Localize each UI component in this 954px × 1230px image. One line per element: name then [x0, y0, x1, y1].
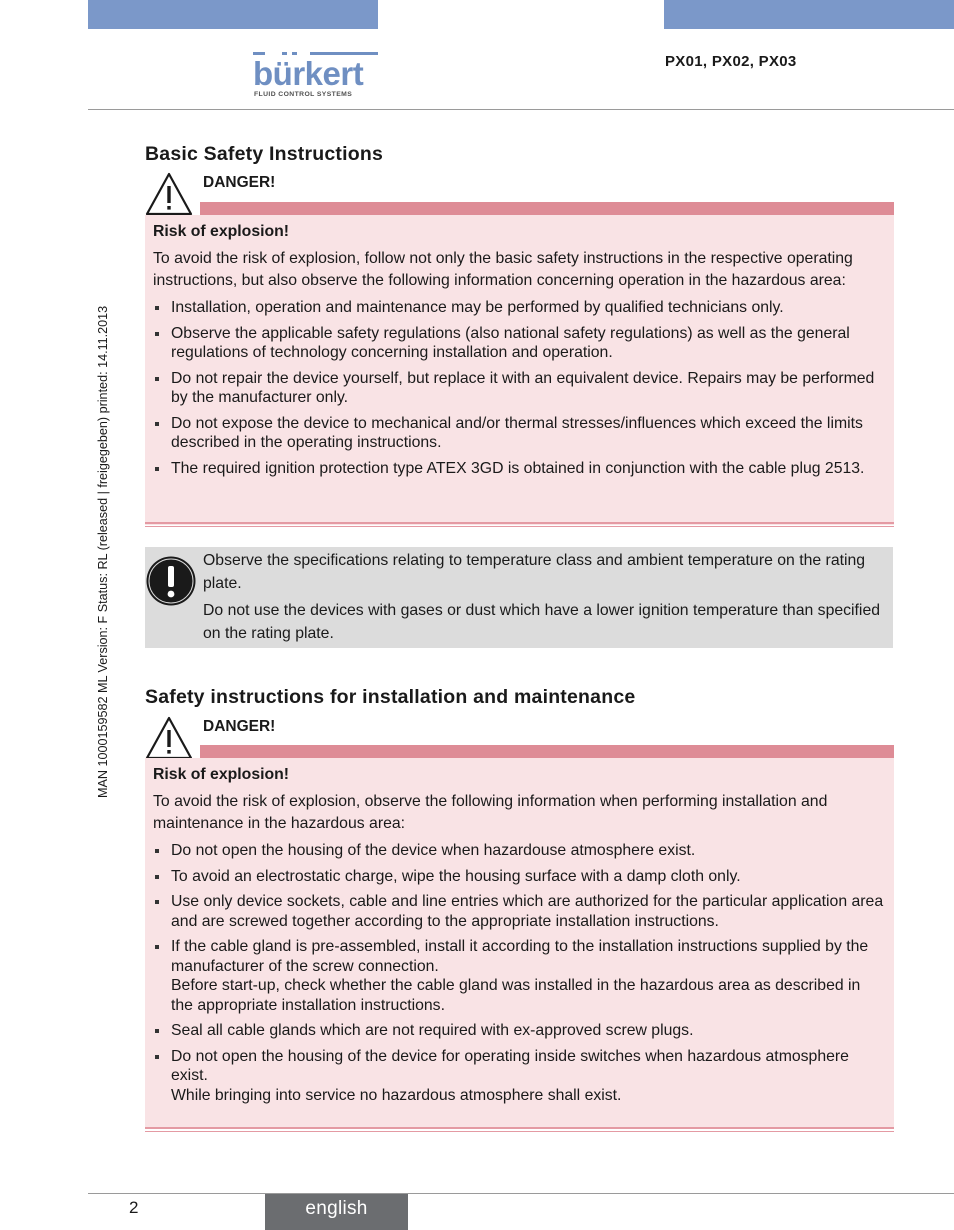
list-item: Seal all cable glands which are not required with ex-approved screw plugs.	[153, 1021, 886, 1041]
danger-bottom-rule	[145, 1127, 894, 1129]
danger-subtitle: Risk of explosion!	[153, 766, 290, 783]
danger-label: DANGER!	[203, 718, 276, 735]
brand-wordmark: bürkert	[253, 55, 364, 92]
danger-subtitle: Risk of explosion!	[153, 223, 290, 240]
note-block	[145, 547, 893, 648]
language-tab: english	[265, 1194, 408, 1230]
danger-intro: To avoid the risk of explosion, observe the following information when performing installation and maintenance in the hazardous area:	[153, 793, 828, 832]
danger-content	[145, 215, 894, 525]
section-title-basic-safety: Basic Safety Instructions	[145, 143, 383, 165]
note-line: Do not use the devices with gases or dust which have a lower ignition temperature than specified on the rating plate.	[203, 602, 881, 642]
exclamation-circle-icon	[145, 555, 197, 607]
list-item: The required ignition protection type ATEX 3GD is obtained in conjunction with the cable plug 2513.	[153, 459, 886, 479]
header-accent-bar-left	[88, 0, 378, 29]
danger-band	[200, 745, 894, 758]
danger-bottom-rule	[145, 522, 894, 524]
list-item: Do not expose the device to mechanical and/or thermal stresses/influences which exceed the limits described in the operating instructions.	[153, 414, 886, 453]
document-metadata-sidebar: MAN 1000159582 ML Version: F Status: RL (released | freigegeben) printed: 14.11.2013	[96, 305, 110, 798]
warning-triangle-icon	[145, 716, 193, 760]
danger-list	[153, 841, 886, 1105]
list-item: Use only device sockets, cable and line entries which are authorized for the particular application area and are screwed together according to the appropriate installation instructions.	[153, 892, 886, 931]
page-number: 2	[129, 1198, 139, 1217]
list-item: Observe the applicable safety regulations (also national safety regulations) as well as the general regulations of technology concerning installation and operation.	[153, 324, 886, 363]
danger-label: DANGER!	[203, 174, 276, 191]
section-title-installation: Safety instructions for installation and maintenance	[145, 686, 636, 708]
header-accent-bar-right	[664, 0, 954, 29]
danger-intro: To avoid the risk of explosion, follow not only the basic safety instructions in the respective operating instructions, but also observe the following information concerning operation in the hazardous area:	[153, 250, 853, 289]
danger-bottom-rule-thin	[145, 526, 894, 527]
brand-tagline: FLUID CONTROL SYSTEMS	[254, 91, 353, 98]
product-title: PX01, PX02, PX03	[665, 53, 797, 70]
list-item: Do not repair the device yourself, but replace it with an equivalent device. Repairs may be performed by the manufacturer only.	[153, 369, 886, 408]
footer-divider	[88, 1193, 954, 1194]
danger-block-basic	[145, 172, 894, 528]
list-item: Do not open the housing of the device for operating inside switches when hazardous atmosphere exist. While bringing into service no hazardous atmosphere shall exist.	[153, 1047, 886, 1106]
list-item: Do not open the housing of the device when hazardouse atmosphere exist.	[153, 841, 886, 861]
note-line: Observe the specifications relating to temperature class and ambient temperature on the rating plate.	[203, 552, 866, 592]
warning-triangle-icon	[145, 172, 193, 216]
danger-list	[153, 298, 886, 478]
list-item: If the cable gland is pre-assembled, install it according to the installation instructions supplied by the manufacturer of the screw connection. Before start-up, check whether the cable gland was installed in the hazardous area as described in the appropriate installation instructions.	[153, 937, 886, 1015]
danger-band	[200, 202, 894, 215]
list-item: To avoid an electrostatic charge, wipe the housing surface with a damp cloth only.	[153, 867, 886, 887]
danger-content	[145, 758, 894, 1128]
danger-block-installation	[145, 716, 894, 1136]
list-item: Installation, operation and maintenance may be performed by qualified technicians only.	[153, 298, 886, 318]
danger-bottom-rule-thin	[145, 1131, 894, 1132]
header-divider	[88, 109, 954, 110]
